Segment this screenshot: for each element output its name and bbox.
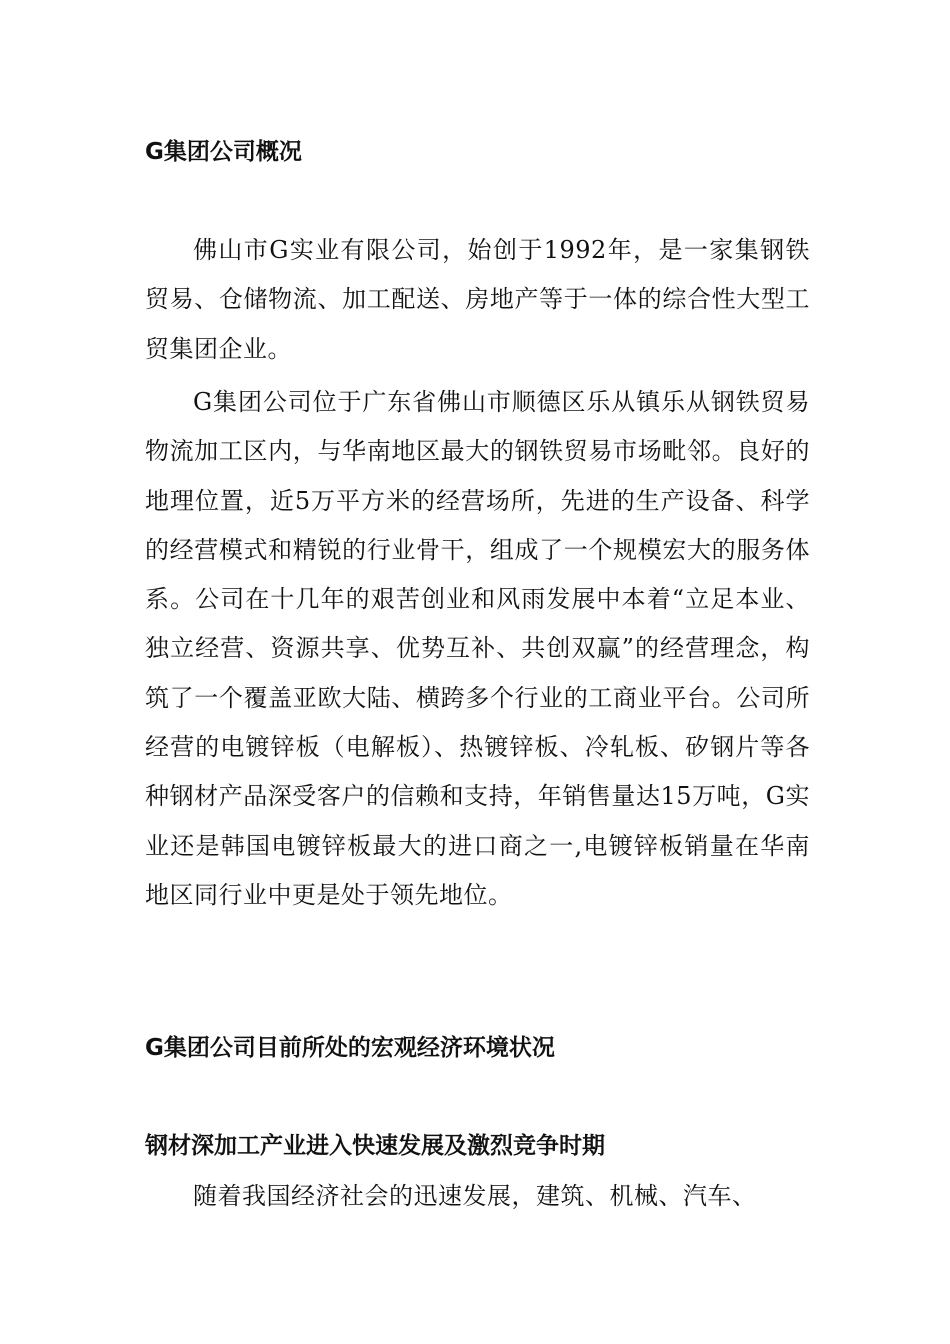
subsection-heading-steel-processing: 钢材深加工产业进入快速发展及激烈竞争时期	[145, 1133, 605, 1159]
section-heading-macro-environment: G集团公司目前所处的宏观经济环境状况	[145, 1035, 555, 1061]
paragraph-economic-development: 随着我国经济社会的迅速发展，建筑、机械、汽车、	[193, 1182, 757, 1210]
paragraph-company-location: G集团公司位于广东省佛山市顺德区乐从镇乐从钢铁贸易物流加工区内，与华南地区最大的钢铁贸易市场毗邻。良好的地理位置，近5万平方米的经营场所，先进的生产设备、科学的经营模式和精锐的行业骨干，组成了一个规模宏大的服务体系。公司在十几年的艰苦创业和风雨发展中本着“立足本业、独立经营、资源共享、优势互补、共创双赢”的经营理念，构筑了一个覆盖亚欧大陆、横跨多个行业的工商业平台。公司所经营的电镀锌板（电解板）、热镀锌板、冷轧板、矽钢片等各种钢材产品深受客户的信赖和支持，年销售量达15万吨，G实业还是韩国电镀锌板最大的进口商之一,电镀锌板销量在华南地区同行业中更是处于领先地位。	[145, 388, 810, 909]
section-heading-company-overview: G集团公司概况	[145, 139, 302, 165]
paragraph-company-intro: 佛山市G实业有限公司，始创于1992年，是一家集钢铁贸易、仓储物流、加工配送、房地产等于一体的综合性大型工贸集团企业。	[145, 236, 810, 363]
